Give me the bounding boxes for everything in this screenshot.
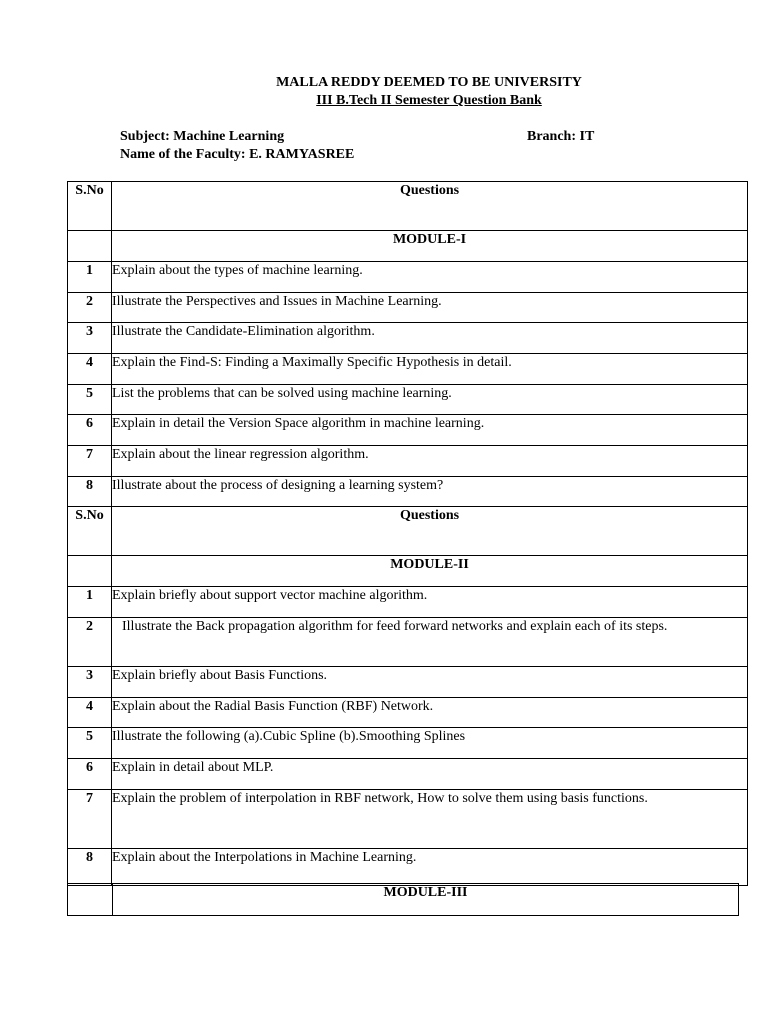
questions-header: Questions — [112, 182, 748, 231]
table-row — [68, 262, 748, 293]
table-row — [68, 728, 748, 759]
question-text: Illustrate the Candidate-Elimination algorithm. — [112, 323, 748, 354]
subject-label: Subject: Machine Learning — [120, 129, 285, 144]
question-number: 4 — [68, 698, 112, 728]
table-row — [68, 415, 748, 446]
question-number: 4 — [68, 354, 112, 385]
question-text: Explain about the Interpolations in Machine Learning. — [112, 849, 748, 886]
question-text: Illustrate the Back propagation algorithm for feed forward networks and explain each of its steps. — [112, 618, 748, 667]
question-text: Explain the Find-S: Finding a Maximally Specific Hypothesis in detail. — [112, 354, 748, 385]
question-text: Explain the problem of interpolation in RBF network, How to solve them using basis functions. — [112, 790, 748, 849]
question-text: Illustrate the following (a).Cubic Spline (b).Smoothing Splines — [112, 728, 748, 759]
module-title: MODULE-III — [113, 884, 739, 916]
question-text: List the problems that can be solved using machine learning. — [112, 385, 748, 415]
question-text: Explain briefly about Basis Functions. — [112, 667, 748, 698]
table-row — [68, 323, 748, 354]
document-subtitle: III B.Tech II Semester Question Bank — [316, 93, 542, 108]
table-row — [68, 385, 748, 415]
question-number: 8 — [68, 849, 112, 886]
module-row — [68, 884, 739, 916]
module-title: MODULE-II — [112, 556, 748, 587]
table-header-row — [68, 507, 748, 556]
question-number: 2 — [68, 293, 112, 323]
question-number: 1 — [68, 587, 112, 618]
module-row — [68, 231, 748, 262]
question-number: 7 — [68, 790, 112, 849]
table-row — [68, 849, 748, 886]
question-table — [67, 181, 748, 886]
question-number: 8 — [68, 477, 112, 507]
table-header-row — [68, 182, 748, 231]
question-number: 3 — [68, 323, 112, 354]
faculty-label: Name of the Faculty: E. RAMYASREE — [120, 147, 355, 162]
table-row — [68, 618, 748, 667]
sno-header: S.No — [68, 182, 112, 231]
table-row — [68, 587, 748, 618]
question-text: Explain about the linear regression algorithm. — [112, 446, 748, 477]
question-number: 1 — [68, 262, 112, 293]
table-row — [68, 667, 748, 698]
module-row — [68, 556, 748, 587]
module-title: MODULE-I — [112, 231, 748, 262]
question-text: Explain in detail about MLP. — [112, 759, 748, 790]
question-text: Explain briefly about support vector machine algorithm. — [112, 587, 748, 618]
table-row — [68, 354, 748, 385]
question-text: Explain in detail the Version Space algorithm in machine learning. — [112, 415, 748, 446]
university-title: MALLA REDDY DEEMED TO BE UNIVERSITY — [276, 75, 582, 90]
table-row — [68, 293, 748, 323]
question-text: Illustrate the Perspectives and Issues in Machine Learning. — [112, 293, 748, 323]
table-row — [68, 790, 748, 849]
table-row — [68, 698, 748, 728]
table-row — [68, 759, 748, 790]
table-row — [68, 446, 748, 477]
question-number: 6 — [68, 759, 112, 790]
branch-label: Branch: IT — [527, 129, 595, 144]
question-number: 7 — [68, 446, 112, 477]
module-iii-table — [67, 883, 739, 916]
question-number: 6 — [68, 415, 112, 446]
question-text: Explain about the Radial Basis Function (RBF) Network. — [112, 698, 748, 728]
table-row — [68, 477, 748, 507]
question-number: 5 — [68, 728, 112, 759]
sno-header: S.No — [68, 507, 112, 556]
question-number: 5 — [68, 385, 112, 415]
question-text: Illustrate about the process of designing a learning system? — [112, 477, 748, 507]
question-number: 3 — [68, 667, 112, 698]
question-number: 2 — [68, 618, 112, 667]
question-text: Explain about the types of machine learning. — [112, 262, 748, 293]
questions-header: Questions — [112, 507, 748, 556]
